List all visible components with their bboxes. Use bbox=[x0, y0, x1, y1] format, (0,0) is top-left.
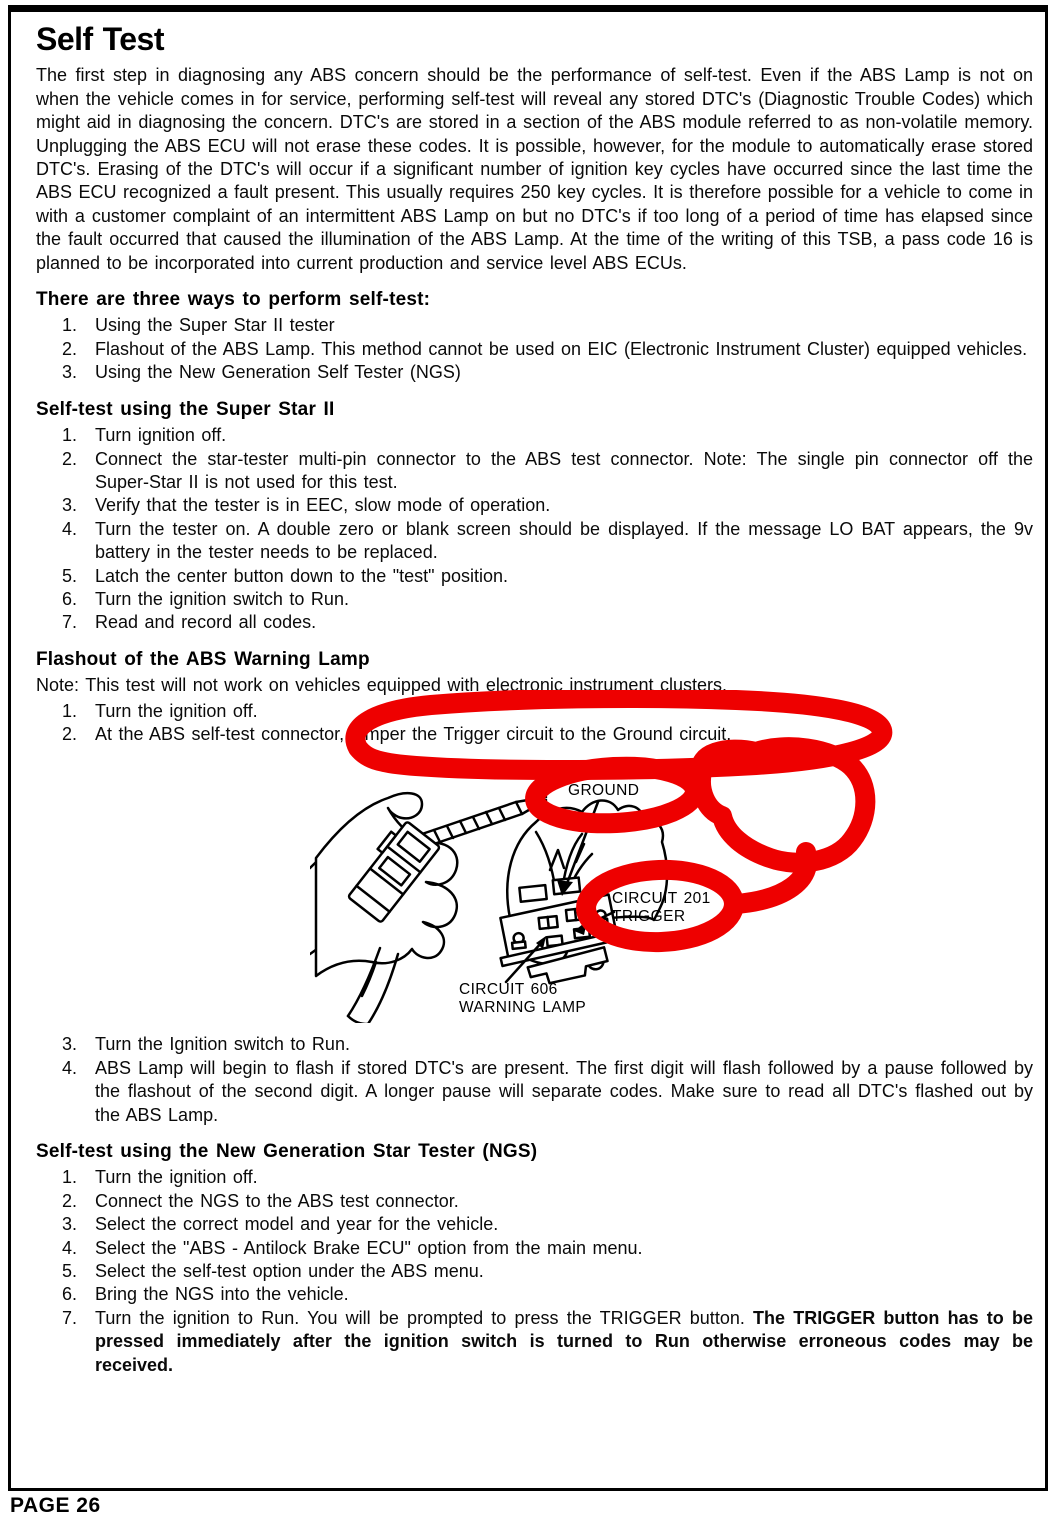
list-item bbox=[36, 1307, 1033, 1377]
trigger-circuit-label bbox=[612, 890, 711, 925]
ground-circuit-label-line1: CIRCUIT 530A bbox=[568, 764, 678, 782]
list-item: Turn ignition off. bbox=[95, 425, 227, 446]
list-item: Verify that the tester is in EEC, slow mode of operation. bbox=[95, 495, 551, 516]
flashout-list-bottom bbox=[36, 1033, 1033, 1127]
list-item: Turn the ignition off. bbox=[95, 700, 258, 721]
page-title: Self Test bbox=[36, 21, 164, 57]
ngs-step7-warning-text: The TRIGGER button has to be pressed immediately after the ignition switch is turned to Run otherwise erroneous codes may be received. bbox=[95, 1307, 1033, 1375]
heading-three-ways: There are three ways to perform self-test: bbox=[36, 289, 431, 311]
list-item: Select the "ABS - Antilock Brake ECU" option from the main menu. bbox=[95, 1237, 643, 1258]
flashout-list-top bbox=[36, 700, 1033, 747]
list-item: Select the self-test option under the ABS menu. bbox=[95, 1261, 484, 1282]
list-item: Turn the ignition switch to Run. bbox=[95, 588, 349, 609]
list-item: Connect the star-tester multi-pin connector to the ABS test connector. Note: The single pin connector off the Super-Star II is not used for this test. bbox=[95, 448, 1033, 492]
heading-ngs: Self-test using the New Generation Star Tester (NGS) bbox=[36, 1141, 538, 1162]
list-item: Using the Super Star II tester bbox=[95, 315, 335, 336]
heading-flashout: Flashout of the ABS Warning Lamp bbox=[36, 648, 370, 670]
ground-circuit-label-line2: GROUND bbox=[568, 781, 640, 799]
list-item: Latch the center button down to the "test" position. bbox=[95, 565, 509, 586]
ngs-list bbox=[36, 1166, 1033, 1377]
list-item: Select the correct model and year for the vehicle. bbox=[95, 1214, 499, 1235]
list-item: At the ABS self-test connector, jumper the Trigger circuit to the Ground circuit. bbox=[95, 723, 732, 744]
list-item: Bring the NGS into the vehicle. bbox=[95, 1284, 349, 1305]
super-star-list bbox=[36, 424, 1033, 635]
trigger-circuit-label-line1: CIRCUIT 201 bbox=[612, 890, 711, 908]
warning-lamp-label-line2: WARNING LAMP bbox=[459, 998, 587, 1016]
content-frame bbox=[8, 5, 1048, 1491]
warning-lamp-label-line1: CIRCUIT 606 bbox=[459, 981, 558, 999]
list-item: Flashout of the ABS Lamp. This method cannot be used on EIC (Electronic Instrument Cluster) equipped vehicles. bbox=[95, 338, 1028, 359]
ngs-step7-text: Turn the ignition to Run. You will be prompted to press the TRIGGER button. bbox=[95, 1307, 754, 1328]
list-item: Turn the ignition off. bbox=[95, 1167, 258, 1188]
list-item: ABS Lamp will begin to flash if stored DTC's are present. The first digit will flash followed by a pause followed by the flashout of the second digit. A longer pause will separate codes. Make sure to read all DTC's flashed out by the ABS Lamp. bbox=[95, 1057, 1033, 1125]
list-item: Using the New Generation Self Tester (NGS) bbox=[95, 362, 461, 383]
list-item: Turn the tester on. A double zero or blank screen should be displayed. If the message LO BAT appears, the 9v battery in the tester needs to be replaced. bbox=[95, 518, 1033, 563]
connector-diagram-figure bbox=[36, 750, 1033, 1023]
heading-super-star: Self-test using the Super Star II bbox=[36, 398, 335, 420]
trigger-circuit-label-line2: TRIGGER bbox=[612, 907, 686, 925]
three-ways-list bbox=[36, 314, 1033, 384]
intro-paragraph: The first step in diagnosing any ABS concern should be the performance of self-test. Even if the ABS Lamp is not on when the vehicle comes in for service, performing self-test will reveal any stored DTC's (Diagnostic Trouble Codes) which might aid in diagnosing the concern. DTC's are stored in a section of the ABS module referred to as non-volatile memory. Unplugging the ABS ECU will not erase these codes. It is possible, however, for the module to automatically erase stored DTC's. Erasing of the DTC's will occur if a significant number of ignition key cycles have occurred since the last time the ABS ECU recognized a fault present. This usually requires 250 key cycles. It is therefore possible for a vehicle to come in with a customer complaint of an intermittent ABS Lamp on but no DTC's if too long of a period of time has elapsed since the fault occurred that caused the illumination of the ABS Lamp. At the time of the writing of this TSB, a pass code 16 is planned to be incorporated into current production and service level ABS ECUs. bbox=[36, 65, 1033, 273]
page-number: PAGE 26 bbox=[10, 1494, 101, 1517]
warning-lamp-label bbox=[459, 981, 586, 1016]
ground-circuit-label bbox=[568, 764, 677, 799]
list-item: Connect the NGS to the ABS test connector. bbox=[95, 1190, 459, 1211]
list-item: Read and record all codes. bbox=[95, 612, 317, 633]
list-item: Turn the Ignition switch to Run. bbox=[95, 1034, 350, 1055]
flashout-note: Note: This test will not work on vehicles equipped with electronic instrument clusters. bbox=[36, 675, 727, 696]
